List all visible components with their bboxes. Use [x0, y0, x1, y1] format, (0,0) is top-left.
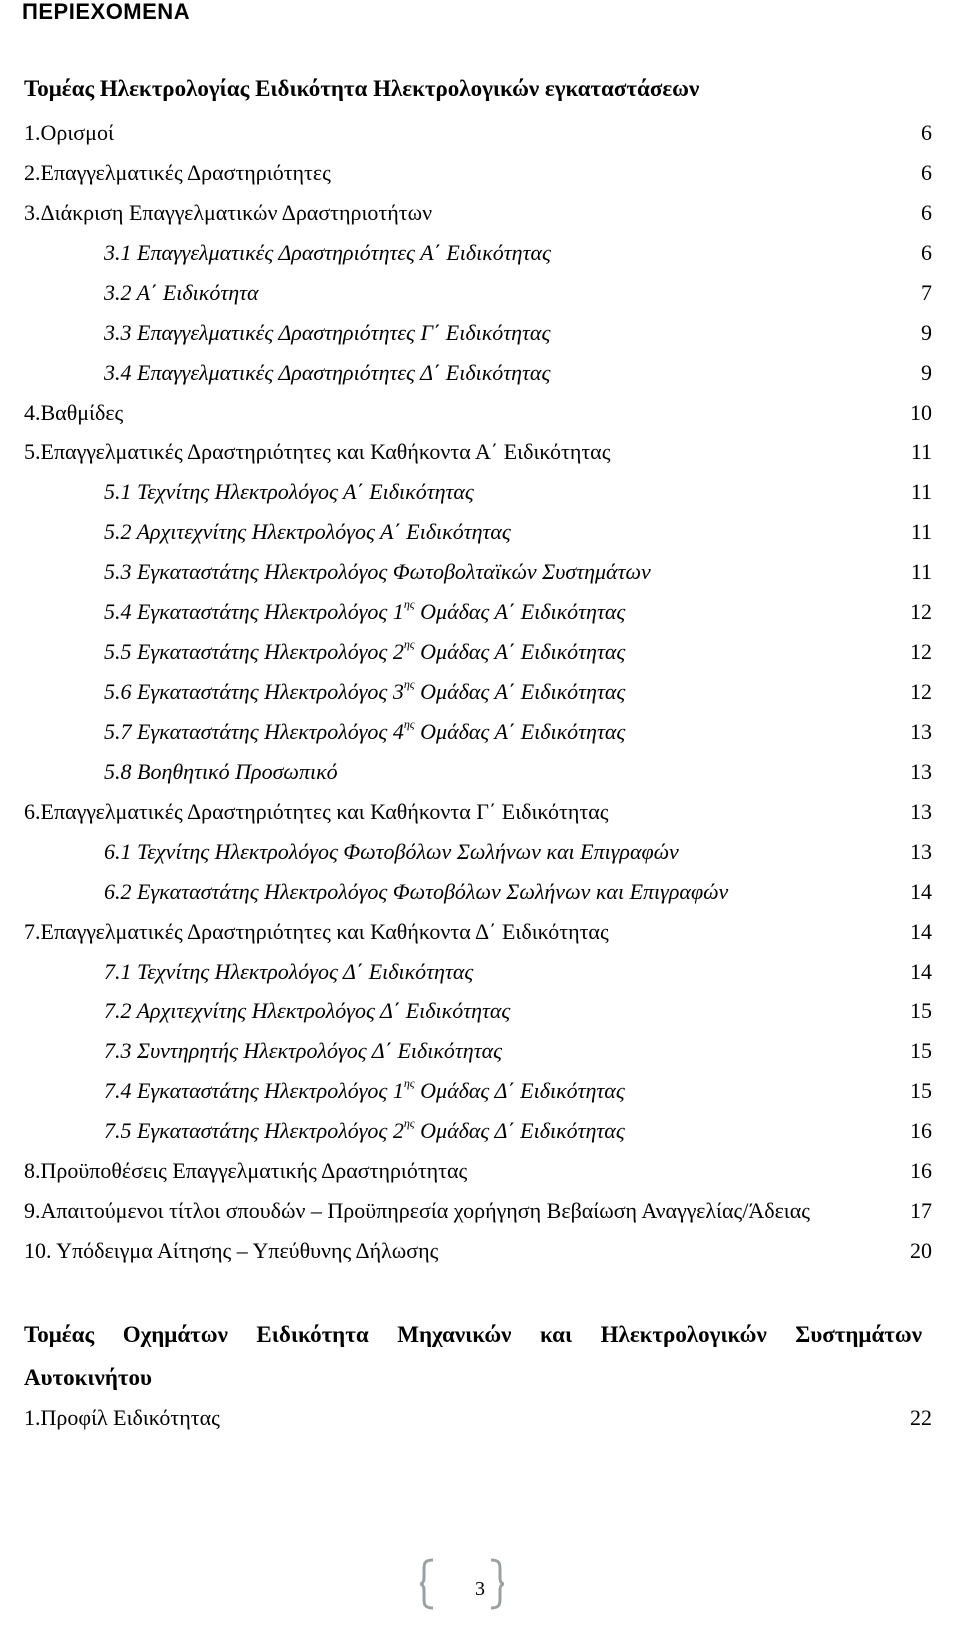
toc-entry[interactable] — [24, 437, 932, 467]
toc-entry-title: 5.6 Εγκαταστάτης Ηλεκτρολόγος $3^{\eta\varsigma}$ Ομάδας Α΄ Ειδικότητας — [104, 677, 626, 705]
toc-entry-page: 13 — [910, 798, 932, 824]
toc-entry[interactable] — [24, 996, 932, 1026]
toc-entry-title: 3.1 Επαγγελματικές Δραστηριότητες Α΄ Ειδικότητας — [104, 239, 551, 265]
toc-entry-title: 7.3 Συντηρητής Ηλεκτρολόγος Δ΄ Ειδικότητας — [104, 1038, 503, 1064]
section-heading-vehicles-continued: Αυτοκινήτου — [24, 1365, 152, 1390]
toc-entry[interactable] — [24, 797, 932, 827]
toc-entry-page: 6 — [921, 239, 932, 265]
toc-entry[interactable] — [24, 318, 932, 348]
toc-entry-title: 3.3 Επαγγελματικές Δραστηριότητες Γ΄ Ειδικότητας — [104, 319, 551, 345]
toc-entry-page: 14 — [910, 918, 932, 944]
toc-entry-page: 12 — [910, 679, 932, 705]
toc-entry-title: 6.2 Εγκαταστάτης Ηλεκτρολόγος Φωτοβόλων Σωλήνων και Επιγραφών — [104, 878, 729, 904]
toc-entry[interactable] — [24, 238, 932, 268]
toc-entry-title: 5.4 Εγκαταστάτης Ηλεκτρολόγος $1^{\eta\varsigma}$ Ομάδας Α΄ Ειδικότητας — [104, 597, 626, 625]
toc-entry[interactable] — [24, 597, 932, 627]
toc-entry-page: 16 — [910, 1158, 932, 1184]
toc-entry[interactable] — [24, 1196, 932, 1226]
toc-entry-page: 15 — [910, 1078, 932, 1104]
toc-entry[interactable] — [24, 517, 932, 547]
toc-entry[interactable] — [24, 757, 932, 787]
toc-entry-page: 6 — [921, 120, 932, 145]
toc-entry-title: 1.Ορισμοί — [24, 120, 114, 145]
toc-entry[interactable] — [24, 1156, 932, 1186]
toc-entry-page: 13 — [910, 838, 932, 864]
toc-entry-page: 15 — [910, 998, 932, 1024]
toc-entry-page: 20 — [910, 1238, 932, 1264]
toc-entry-title: 3.4 Επαγγελματικές Δραστηριότητες Δ΄ Ειδικότητας — [104, 359, 551, 385]
toc-title: ΠΕΡΙΕΧΟΜΕΝΑ — [22, 0, 191, 24]
toc-entry-title: 5.Επαγγελματικές Δραστηριότητες και Καθήκοντα Α΄ Ειδικότητας — [24, 439, 611, 465]
ordinal-suffix: ης — [403, 1076, 415, 1091]
toc-entry-title: 7.Επαγγελματικές Δραστηριότητες και Καθήκοντα Δ΄ Ειδικότητας — [24, 918, 609, 944]
toc-entry[interactable] — [24, 717, 932, 747]
toc-entry-page: 6 — [921, 199, 932, 225]
toc-entry-page: 7 — [921, 279, 932, 305]
toc-entry-title: 5.5 Εγκαταστάτης Ηλεκτρολόγος $2^{\eta\varsigma}$ Ομάδας Α΄ Ειδικότητας — [104, 637, 626, 665]
toc-entry-title: 6.1 Τεχνίτης Ηλεκτρολόγος Φωτοβόλων Σωλήνων και Επιγραφών — [104, 838, 679, 864]
toc-entry-title: 6.Επαγγελματικές Δραστηριότητες και Καθήκοντα Γ΄ Ειδικότητας — [24, 798, 609, 824]
toc-entry[interactable] — [24, 637, 932, 667]
toc-entry-title: 5.7 Εγκαταστάτης Ηλεκτρολόγος $4^{\eta\varsigma}$ Ομάδας Α΄ Ειδικότητας — [104, 716, 626, 744]
toc-entry-title: 7.1 Τεχνίτης Ηλεκτρολόγος Δ΄ Ειδικότητας — [104, 958, 474, 984]
toc-entry[interactable] — [24, 477, 932, 507]
toc-entry-title: 9.Απαιτούμενοι τίτλοι σπουδών – Προϋπηρεσία χορήγηση Βεβαίωση Αναγγελίας/Άδειας — [24, 1198, 810, 1224]
section-heading-electrical: Τομέας Ηλεκτρολογίας Ειδικότητα Ηλεκτρολογικών εγκαταστάσεων — [24, 76, 700, 101]
toc-entry[interactable] — [24, 198, 932, 228]
toc-entry-page: 9 — [921, 359, 932, 385]
toc-entry-page: 11 — [910, 559, 932, 585]
toc-entry[interactable] — [24, 1076, 932, 1106]
toc-entry-page: 15 — [910, 1038, 932, 1064]
toc-entry-title: 7.4 Εγκαταστάτης Ηλεκτρολόγος $1^{\eta\varsigma}$ Ομάδας Δ΄ Ειδικότητας — [104, 1076, 625, 1104]
toc-entry[interactable] — [24, 358, 932, 388]
toc-entry[interactable] — [24, 877, 932, 907]
section-heading-vehicles: Τομέας Οχημάτων Ειδικότητα Μηχανικών και Ηλεκτρολογικών Συστημάτων — [24, 1322, 922, 1347]
toc-entry-title: 8.Προϋποθέσεις Επαγγελματικής Δραστηριότητας — [24, 1158, 468, 1184]
toc-entry-page: 11 — [910, 479, 932, 505]
toc-entry[interactable] — [24, 1116, 932, 1146]
toc-entry[interactable] — [24, 1403, 932, 1433]
toc-entry[interactable] — [24, 917, 932, 947]
toc-entry[interactable] — [24, 1036, 932, 1066]
page-number: 3 — [475, 1578, 485, 1600]
toc-entry[interactable] — [24, 1236, 932, 1266]
toc-entry-page: 11 — [910, 439, 932, 465]
toc-entry-page: 17 — [910, 1198, 932, 1224]
toc-entry-title: 10. Υπόδειγμα Αίτησης – Υπεύθυνης Δήλωσης — [24, 1238, 439, 1264]
toc-entry-page: 12 — [910, 599, 932, 625]
toc-entry-page: 12 — [910, 639, 932, 665]
toc-entry-page: 14 — [910, 878, 932, 904]
toc-entry-title: 1.Προφίλ Ειδικότητας — [24, 1405, 220, 1430]
toc-entry[interactable] — [24, 837, 932, 867]
toc-entry-page: 13 — [910, 758, 932, 784]
toc-entry-title: 5.2 Αρχιτεχνίτης Ηλεκτρολόγος Α΄ Ειδικότητας — [104, 519, 511, 545]
toc-entry[interactable] — [24, 278, 932, 308]
toc-entry-title: 7.5 Εγκαταστάτης Ηλεκτρολόγος $2^{\eta\varsigma}$ Ομάδας Δ΄ Ειδικότητας — [104, 1116, 625, 1144]
toc-entry-page: 11 — [910, 519, 932, 545]
toc-entry-page: 14 — [910, 958, 932, 984]
toc-entry-page: 13 — [910, 718, 932, 744]
toc-entry[interactable] — [24, 398, 932, 428]
toc-entry[interactable] — [24, 118, 932, 148]
right-brace-icon — [488, 1558, 506, 1610]
toc-entry[interactable] — [24, 557, 932, 587]
toc-entry[interactable] — [24, 158, 932, 188]
toc-entry-title: 5.3 Εγκαταστάτης Ηλεκτρολόγος Φωτοβολταϊκών Συστημάτων — [104, 559, 651, 585]
ordinal-suffix: ης — [403, 716, 415, 731]
toc-entry-title: 3.2 Α΄ Ειδικότητα — [104, 279, 259, 305]
toc-entry-page: 10 — [910, 399, 932, 425]
toc-entry-title: 4.Βαθμίδες — [24, 399, 124, 425]
toc-entry-title: 7.2 Αρχιτεχνίτης Ηλεκτρολόγος Δ΄ Ειδικότητας — [104, 998, 511, 1024]
toc-entry-page: 16 — [910, 1118, 932, 1144]
ordinal-suffix: ης — [403, 597, 415, 612]
toc-entry-title: 5.8 Βοηθητικό Προσωπικό — [104, 758, 338, 784]
toc-entry-title: 3.Διάκριση Επαγγελματικών Δραστηριοτήτων — [24, 199, 433, 225]
ordinal-suffix: ης — [403, 677, 415, 692]
toc-entry-page: 9 — [921, 319, 932, 345]
toc-entry[interactable] — [24, 677, 932, 707]
toc-entry-title: 5.1 Τεχνίτης Ηλεκτρολόγος Α΄ Ειδικότητας — [104, 479, 474, 505]
ordinal-suffix: ης — [403, 1116, 415, 1131]
toc-entry-page: 22 — [910, 1405, 932, 1430]
ordinal-suffix: ης — [403, 637, 415, 652]
toc-entry[interactable] — [24, 957, 932, 987]
toc-entry-title: 2.Επαγγελματικές Δραστηριότητες — [24, 159, 331, 185]
toc-entry-page: 6 — [921, 159, 932, 185]
